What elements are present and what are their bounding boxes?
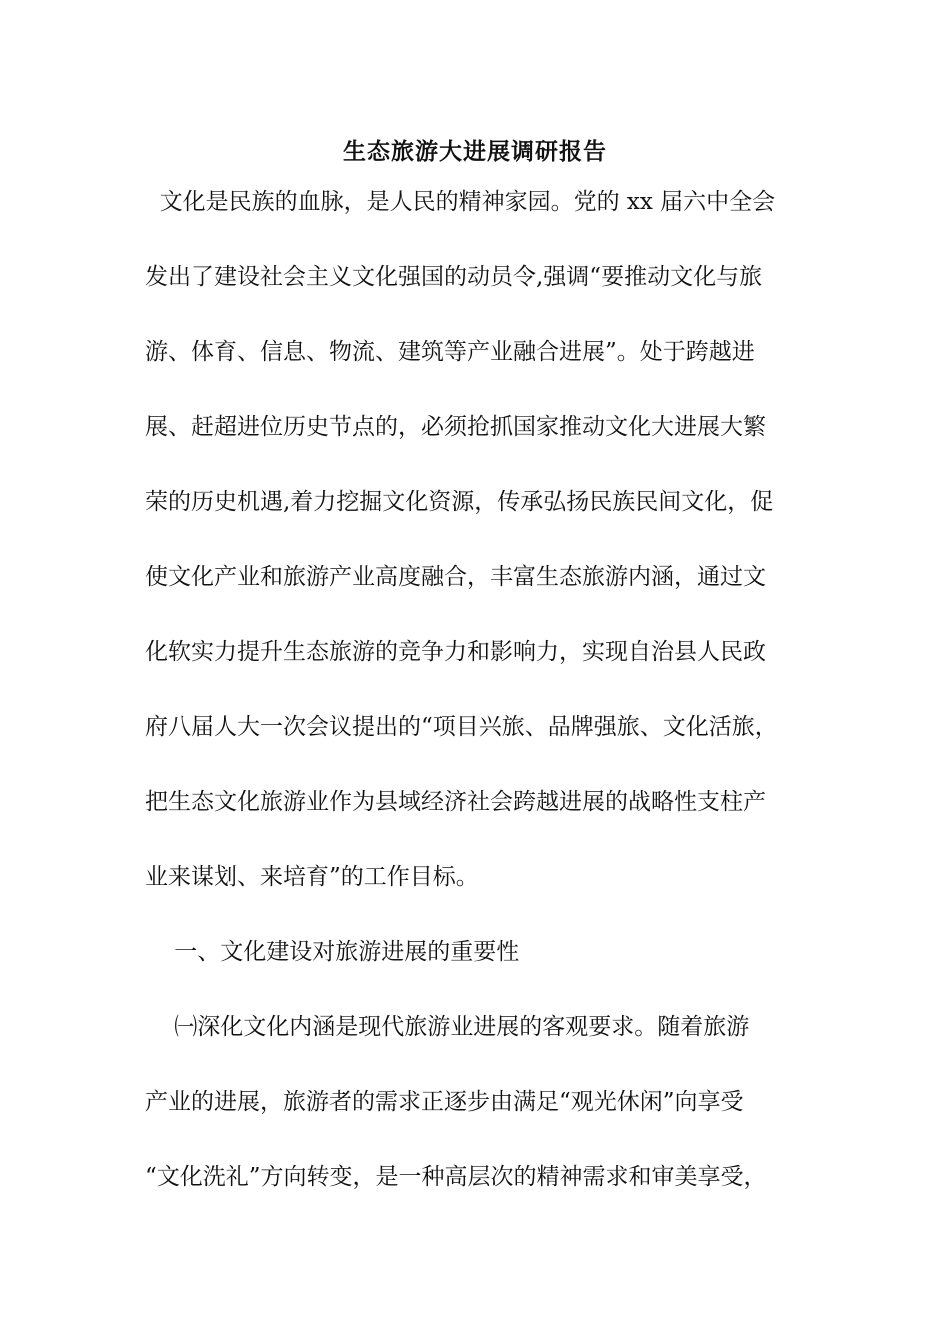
paragraph-line: 府八届人大一次会议提出的“项目兴旅、品牌强旅、文化活旅， <box>145 714 778 740</box>
paragraph-line: 化软实力提升生态旅游的竞争力和影响力，实现自治县人民政 <box>145 639 766 665</box>
paragraph-line: 展、赶超进位历史节点的，必须抢抓国家推动文化大进展大繁 <box>145 414 766 440</box>
paragraph-line: 文化是民族的血脉，是人民的精神家园。党的 xx 届六中全会 <box>145 189 776 215</box>
document-title: 生态旅游大进展调研报告 <box>343 138 607 165</box>
paragraph-line: ㈠深化文化内涵是现代旅游业进展的客观要求。随着旅游 <box>145 1014 750 1040</box>
paragraph-line: 荣的历史机遇,着力挖掘文化资源，传承弘扬民族民间文化，促 <box>145 489 774 515</box>
paragraph-line: 游、体育、信息、物流、建筑等产业融合进展”。处于跨越进 <box>145 339 755 365</box>
paragraph-line: 业来谋划、来培育”的工作目标。 <box>145 864 479 890</box>
paragraph-line: 把生态文化旅游业作为县域经济社会跨越进展的战略性支柱产 <box>145 789 766 815</box>
paragraph-line: 发出了建设社会主义文化强国的动员令,强调“要推动文化与旅 <box>145 264 763 290</box>
section-heading: 一、文化建设对旅游进展的重要性 <box>145 939 520 965</box>
paragraph-line: 使文化产业和旅游产业高度融合，丰富生态旅游内涵，通过文 <box>145 564 766 590</box>
paragraph-line: “文化洗礼”方向转变，是一种高层次的精神需求和审美享受， <box>145 1164 767 1190</box>
paragraph-line: 产业的进展，旅游者的需求正逐步由满足“观光休闲”向享受 <box>145 1089 744 1115</box>
